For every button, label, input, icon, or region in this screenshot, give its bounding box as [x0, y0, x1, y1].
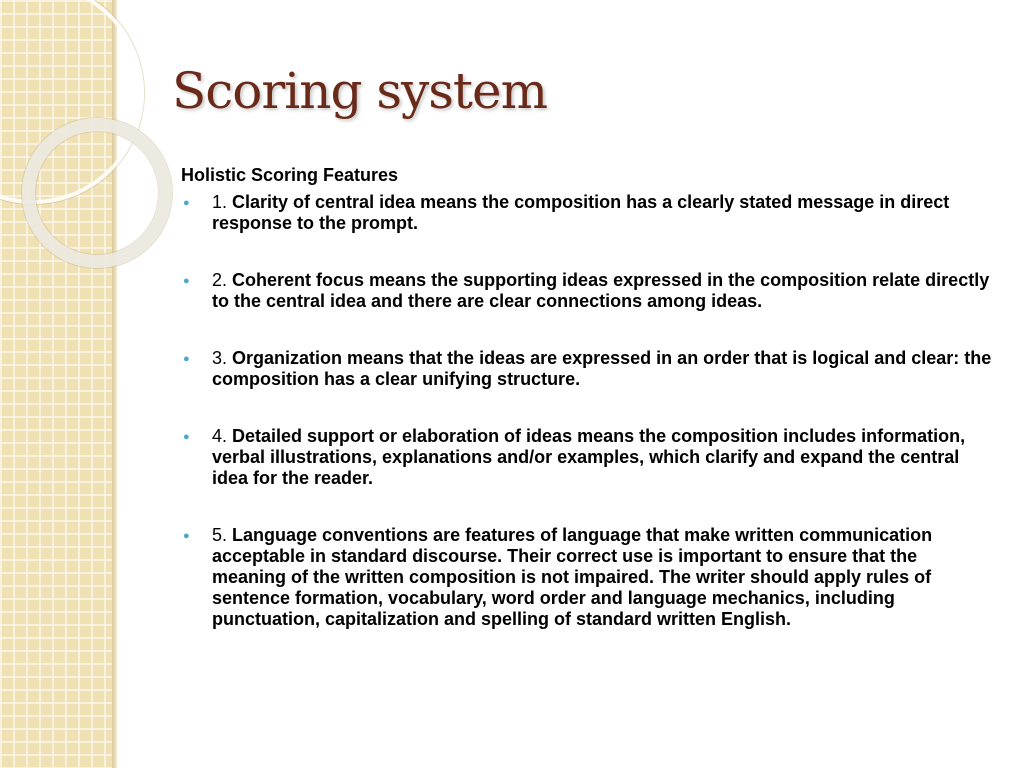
- item-text: Coherent focus means the supporting ideas expressed in the composition relate directly to the central idea and there are clear connections among ideas.: [212, 270, 990, 311]
- list-item: [181, 348, 993, 390]
- list-item: [181, 426, 993, 489]
- item-text: Language conventions are features of language that make written communication acceptable in standard discourse. Their correct use is important to ensure that the meaning of the written composition is not impaired. The writer should apply rules of sentence formation, vocabulary, word order and language mechanics, including punctuation, capitalization and spelling of standard written English.: [212, 525, 933, 629]
- item-text: Clarity of central idea means the composition has a clearly stated message in direct response to the prompt.: [212, 192, 950, 233]
- item-number: 1.: [212, 192, 228, 212]
- circle-bullet-icon: ●: [183, 530, 190, 542]
- item-text: Detailed support or elaboration of ideas means the composition includes information, verbal illustrations, explanations and/or examples, which clarify and expand the central idea for the reader.: [212, 426, 966, 488]
- item-number: 5.: [212, 525, 228, 545]
- circle-bullet-icon: ●: [183, 275, 190, 287]
- subheading: Holistic Scoring Features: [181, 165, 399, 185]
- decorative-ring-small: [22, 118, 172, 268]
- feature-list: [181, 192, 993, 630]
- item-number: 2.: [212, 270, 228, 290]
- item-number: 4.: [212, 426, 228, 446]
- list-item: [181, 192, 993, 234]
- slide-title: Scoring system: [172, 62, 548, 120]
- item-text: Organization means that the ideas are expressed in an order that is logical and clear: the composition has a clear unifying structure.: [212, 348, 992, 389]
- circle-bullet-icon: ●: [183, 197, 190, 209]
- list-item: [181, 525, 993, 630]
- item-number: 3.: [212, 348, 228, 368]
- circle-bullet-icon: ●: [183, 431, 190, 443]
- slide-content: [181, 165, 993, 666]
- list-item: [181, 270, 993, 312]
- circle-bullet-icon: ●: [183, 353, 190, 365]
